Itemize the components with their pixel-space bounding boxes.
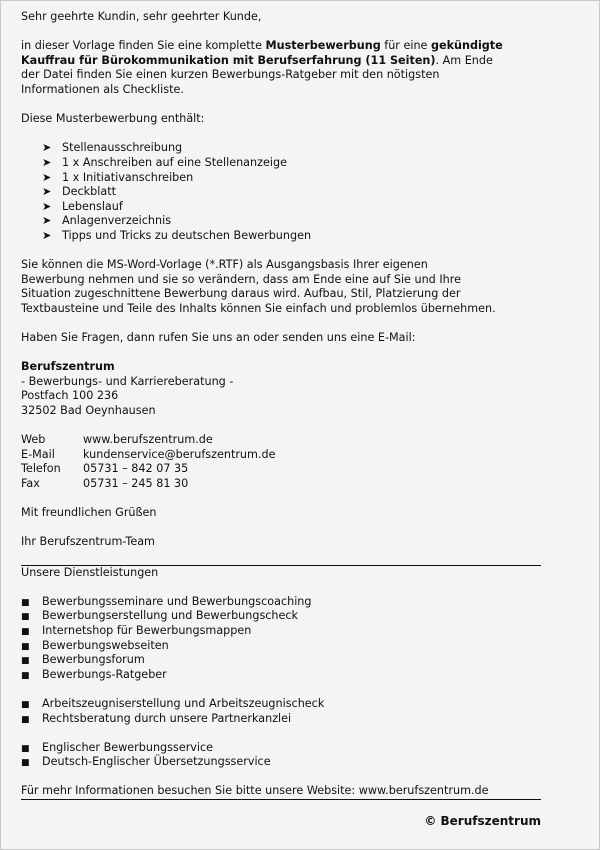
list-item <box>42 156 541 171</box>
services-list-3 <box>21 741 541 770</box>
signature: Ihr Berufszentrum-Team <box>21 535 155 549</box>
list-item <box>21 595 541 610</box>
divider-bottom <box>21 799 541 800</box>
square-bullet-icon: ■ <box>21 656 30 667</box>
list-item-text: Rechtsberatung durch unsere Partnerkanzlei <box>42 711 292 725</box>
list-item <box>42 229 541 244</box>
list-item <box>42 171 541 186</box>
arrow-bullet-icon: ➤ <box>42 214 52 228</box>
list-item-text: Deckblatt <box>62 185 116 199</box>
square-bullet-icon: ■ <box>21 699 30 710</box>
contact-row <box>21 477 541 492</box>
questions-text: Haben Sie Fragen, dann rufen Sie uns an oder senden uns eine E-Mail: <box>21 331 416 345</box>
contact-row <box>21 433 541 448</box>
arrow-bullet-icon: ➤ <box>42 199 52 213</box>
arrow-bullet-icon: ➤ <box>42 155 52 169</box>
list-item <box>42 200 541 215</box>
square-bullet-icon: ■ <box>21 714 30 725</box>
square-bullet-icon: ■ <box>21 641 30 652</box>
list-item-text: Bewerbungsseminare und Bewerbungscoaching <box>42 594 312 608</box>
list-item-text: Bewerbungsforum <box>42 653 145 667</box>
contact-value: kundenservice@berufszentrum.de <box>83 447 276 461</box>
usage-text: Bewerbung nehmen und sie so verändern, dass am Ende eine auf Sie und Ihre <box>21 272 461 286</box>
company-name: Berufszentrum <box>21 360 115 374</box>
arrow-bullet-icon: ➤ <box>42 170 52 184</box>
list-item <box>21 755 541 770</box>
greeting: Sehr geehrte Kundin, sehr geehrter Kunde, <box>21 10 262 23</box>
contact-value: www.berufszentrum.de <box>83 433 213 447</box>
list-item-text: Deutsch-Englischer Übersetzungsservice <box>42 755 271 769</box>
usage-paragraph <box>21 258 541 316</box>
arrow-bullet-icon: ➤ <box>42 141 52 155</box>
square-bullet-icon: ■ <box>21 597 30 608</box>
intro-text: für eine <box>380 39 431 53</box>
list-item-text: Bewerbungswebseiten <box>42 638 169 652</box>
intro-bold: Kauffrau für Bürokommunikation mit Berufserfahrung (11 Seiten) <box>21 53 436 67</box>
document-page <box>21 10 541 829</box>
intro-text: der Datei finden Sie einen kurzen Bewerbungs-Ratgeber mit den nötigsten <box>21 68 440 82</box>
intro-text: . Am Ende <box>435 53 493 67</box>
contact-label: E-Mail <box>21 447 55 461</box>
services-list-1 <box>21 595 541 683</box>
closing: Mit freundlichen Grüßen <box>21 506 157 520</box>
list-item <box>42 185 541 200</box>
usage-text: Situation zugeschnittene Bewerbung daraus wird. Aufbau, Stil, Platzierung der <box>21 287 461 301</box>
intro-text: in dieser Vorlage finden Sie eine komplette <box>21 39 266 53</box>
list-item-text: Arbeitszeugniserstellung und Arbeitszeugnischeck <box>42 696 325 710</box>
list-item-text: Englischer Bewerbungsservice <box>42 740 214 754</box>
list-item <box>42 214 541 229</box>
list-item-text: Bewerbungs-Ratgeber <box>42 667 167 681</box>
list-item-text: Lebenslauf <box>62 199 123 213</box>
contact-label: Telefon <box>21 462 61 476</box>
more-info: Für mehr Informationen besuchen Sie bitte unsere Website: www.berufszentrum.de <box>21 784 489 798</box>
copyright: © Berufszentrum <box>424 814 541 829</box>
list-item <box>42 141 541 156</box>
contact-row <box>21 448 541 463</box>
intro-bold: Musterbewerbung <box>265 39 381 53</box>
contents-list <box>21 141 541 243</box>
contact-details <box>21 433 541 491</box>
services-list-2 <box>21 697 541 726</box>
usage-text: Textbausteine und Teile des Inhalts können Sie einfach und problemlos übernehmen. <box>21 301 496 315</box>
list-item <box>21 653 541 668</box>
contact-value: 05731 – 245 81 30 <box>83 477 189 490</box>
list-item-text: Internetshop für Bewerbungsmappen <box>42 623 252 637</box>
list-item-text: 1 x Anschreiben auf eine Stellenanzeige <box>62 155 287 169</box>
list-item <box>21 639 541 654</box>
contact-label: Fax <box>21 477 40 490</box>
services-heading: Unsere Dienstleistungen <box>21 565 159 579</box>
square-bullet-icon: ■ <box>21 670 30 681</box>
list-item-text: Bewerbungserstellung und Bewerbungscheck <box>42 609 299 623</box>
list-item <box>21 624 541 639</box>
contact-value: 05731 – 842 07 35 <box>83 462 189 476</box>
list-item-text: Stellenausschreibung <box>62 141 183 155</box>
square-bullet-icon: ■ <box>21 758 30 769</box>
intro-bold: gekündigte <box>430 39 503 53</box>
intro-paragraph <box>21 39 541 97</box>
company-city: 32502 Bad Oeynhausen <box>21 404 156 418</box>
list-item <box>21 668 541 683</box>
list-item <box>21 741 541 756</box>
usage-text: Sie können die MS-Word-Vorlage (*.RTF) als Ausgangsbasis Ihrer eigenen <box>21 258 428 272</box>
company-tagline: - Bewerbungs- und Karriereberatung - <box>21 374 234 388</box>
list-item <box>21 609 541 624</box>
list-item-text: 1 x Initiativanschreiben <box>62 170 194 184</box>
contact-label: Web <box>21 433 46 447</box>
square-bullet-icon: ■ <box>21 743 30 754</box>
list-item <box>21 697 541 712</box>
intro-text: Informationen als Checkliste. <box>21 82 184 96</box>
arrow-bullet-icon: ➤ <box>42 185 52 199</box>
arrow-bullet-icon: ➤ <box>42 228 52 242</box>
list-item-text: Anlagenverzeichnis <box>62 214 172 228</box>
square-bullet-icon: ■ <box>21 626 30 637</box>
square-bullet-icon: ■ <box>21 612 30 623</box>
company-address <box>21 360 541 418</box>
list-item-text: Tipps und Tricks zu deutschen Bewerbungen <box>62 228 312 242</box>
company-postbox: Postfach 100 236 <box>21 389 119 403</box>
list-item <box>21 712 541 727</box>
contact-row <box>21 462 541 477</box>
contents-heading: Diese Musterbewerbung enthält: <box>21 112 205 126</box>
